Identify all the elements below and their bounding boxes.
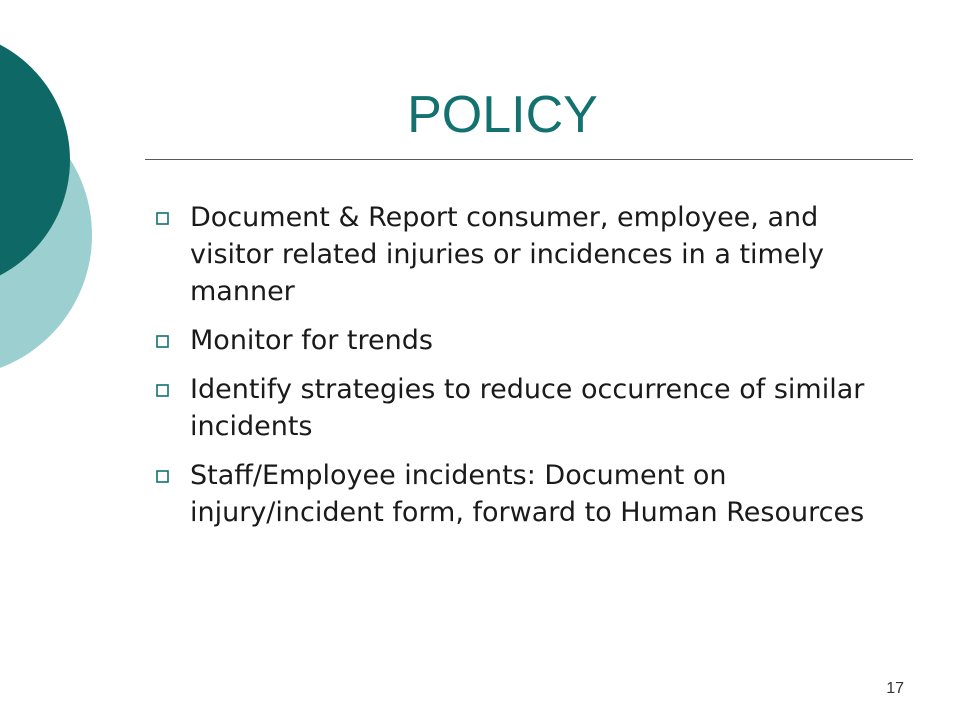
bullet-list — [156, 199, 901, 543]
bullet-text: Document & Report consumer, employee, and visitor related injuries or incidences in a timely manner — [190, 202, 824, 307]
slide-title: POLICY — [407, 86, 598, 144]
hollow-square-bullet-icon — [156, 335, 169, 348]
bullet-text: Identify strategies to reduce occurrence of similar incidents — [190, 374, 865, 442]
hollow-square-bullet-icon — [156, 384, 169, 397]
page-number: 17 — [886, 680, 904, 697]
bullet-item — [156, 199, 901, 310]
bullet-item — [156, 322, 901, 359]
hollow-square-bullet-icon — [156, 470, 169, 483]
bullet-text: Monitor for trends — [190, 325, 433, 356]
bullet-item — [156, 371, 901, 445]
bullet-text: Staff/Employee incidents: Document on injury/incident form, forward to Human Resources — [190, 460, 865, 528]
title-divider — [145, 159, 913, 160]
decorative-circles — [0, 0, 120, 400]
hollow-square-bullet-icon — [156, 212, 169, 225]
bullet-item — [156, 457, 901, 531]
